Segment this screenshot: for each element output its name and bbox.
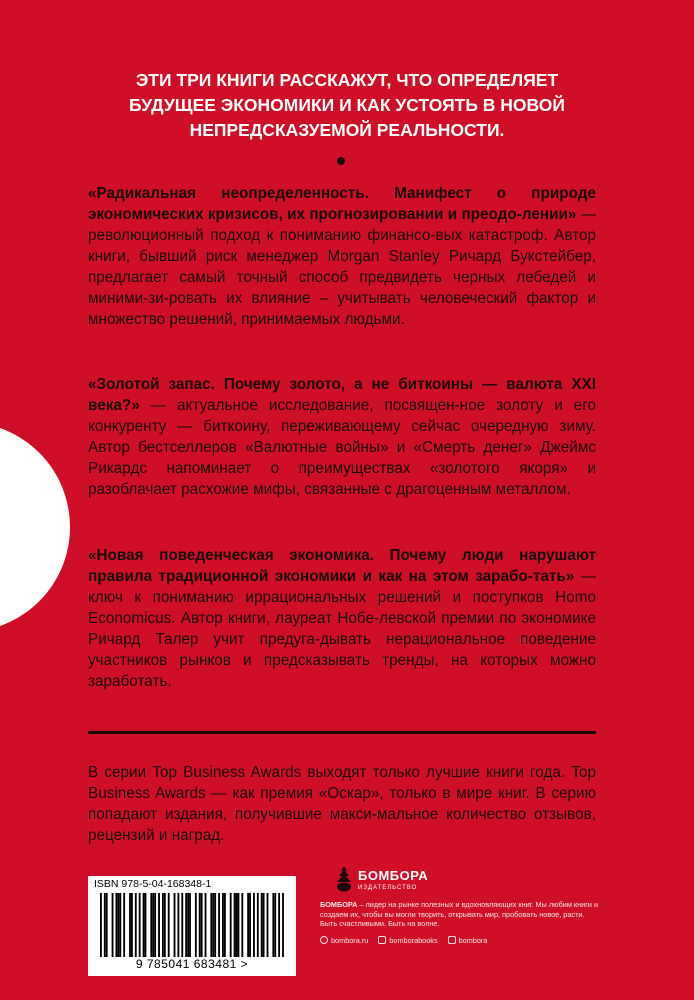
barcode-bar: [201, 893, 203, 957]
barcode-bar: [162, 893, 164, 957]
barcode-digits: 9 785041 683481 >: [135, 957, 249, 971]
publisher-logo-sub: ИЗДАТЕЛЬСТВО: [358, 885, 418, 891]
barcode-bar: [112, 893, 114, 957]
publisher-logo-name: БОМБОРА: [358, 868, 429, 883]
barcode-bar: [187, 893, 189, 957]
book-1-title: «Радикальная неопределенность. Манифест о природе экономических кризисов, их прогнозировании и преодо-лении»: [88, 185, 596, 223]
book-3-title: «Новая поведенческая экономика. Почему люди нарушают правила традиционной экономики и как на этом зарабо-тать»: [88, 547, 596, 585]
telegram-icon: [448, 936, 456, 944]
headline-line-2: БУДУЩЕЕ ЭКОНОМИКИ И КАК УСТОЯТЬ В НОВОЙ: [129, 95, 565, 115]
barcode-bar: [145, 893, 147, 957]
barcode-bar: [241, 893, 243, 957]
barcode-bar: [135, 893, 137, 957]
barcode-bar: [115, 893, 117, 957]
barcode-panel: [88, 876, 296, 976]
barcode-bar: [222, 893, 224, 957]
social-other-label: bombora: [458, 935, 488, 945]
barcode-bar: [205, 893, 207, 957]
barcode-bar: [158, 893, 160, 957]
barcode-bar: [253, 893, 255, 957]
barcode-bar: [278, 893, 280, 957]
barcode-bar: [199, 893, 201, 957]
publisher-blurb-lead: БОМБОРА: [320, 900, 358, 909]
social-vk[interactable]: [378, 936, 437, 945]
divider-rule: [88, 731, 596, 734]
barcode-bar: [131, 893, 133, 957]
book-2-title: «Золотой запас. Почему золото, а не биткоины — валюта XXI века?»: [88, 376, 596, 414]
social-vk-label: bomborabooks: [389, 935, 438, 945]
barcode-bar: [238, 893, 240, 957]
barcode-bar: [181, 893, 183, 957]
book-1-description: — революционный подход к пониманию финансо-вых катастроф. Автор книги, бывший риск менеджер Morgan Stanley Ричард Букстейбер, предлагает самый точный способ предвидеть черных лебедей и миними-зи-ровать их влияние – учитывать человеческий фактор и множество решений, принимаемых людьми.: [88, 206, 596, 328]
publisher-blurb: [320, 900, 600, 929]
barcode-bar: [104, 893, 106, 957]
barcode-bar: [117, 893, 119, 957]
barcode-bar: [123, 893, 125, 957]
barcode-bar: [154, 893, 156, 957]
book-3-description: — ключ к пониманию иррациональных решений и поступков Homo Economicus. Автор книги, лауреат Нобе-левской премии по экономике Ричард Талер учит предуга-дывать нерациональное поведение участников рынков и предсказывать тренды, на которых можно заработать.: [88, 568, 596, 690]
barcode-bar: [210, 893, 212, 957]
isbn-label: ISBN 978-5-04-168348-1: [94, 878, 212, 890]
book-2-description: — актуальное исследование, посвящен-ное золоту и его конкуренту — биткоину, переживающему сейчас очередную зиму. Автор бестселлеров «Валютные войны» и «Смерть денег» Джеймс Рикардс напоминает о преимуществах «золотого якоря» и разоблачает расхожие мифы, связанные с драгоценным металлом.: [88, 397, 596, 498]
barcode-bar: [272, 893, 274, 957]
social-site-label: bombora.ru: [331, 935, 369, 945]
barcode-bar: [230, 893, 232, 957]
publisher-socials: [320, 936, 600, 945]
globe-icon: [320, 936, 328, 944]
barcode-bar: [100, 893, 102, 957]
barcode-bar: [263, 893, 265, 957]
barcode-bar: [282, 893, 284, 957]
headline-line-1: ЭТИ ТРИ КНИГИ РАССКАЖУТ, ЧТО ОПРЕДЕЛЯЕТ: [135, 70, 559, 90]
barcode-bar: [257, 893, 259, 957]
barcode-bar: [177, 893, 179, 957]
publisher-block: [320, 866, 600, 945]
headline-line-3: НЕПРЕДСКАЗУЕМОЙ РЕАЛЬНОСТИ.: [189, 120, 505, 140]
barcode-bar: [247, 893, 249, 957]
social-site[interactable]: [320, 936, 368, 945]
book-1-paragraph: [88, 183, 596, 330]
barcode-bar: [119, 893, 121, 957]
series-description: В серии Top Business Awards выходят только лучшие книги года. Top Business Awards — как премия «Оскар», только в мире книг. В серию попадают издания, получившие макси-мальное количество отзывов, рецензий и наград.: [88, 764, 596, 844]
book-3-paragraph: [88, 545, 596, 692]
barcode-bar: [174, 893, 176, 957]
book-2-paragraph: [88, 374, 596, 500]
barcode-bar: [261, 893, 263, 957]
barcode-bar: [267, 893, 269, 957]
publisher-logo: [334, 866, 600, 892]
bombora-logo-icon: [334, 866, 354, 892]
barcode-bar: [152, 893, 154, 957]
barcode-bar: [224, 893, 226, 957]
barcode: [100, 893, 284, 957]
barcode-bar: [143, 893, 145, 957]
die-cut-notch: [0, 422, 70, 632]
barcode-bar: [189, 893, 191, 957]
barcode-bar: [106, 893, 108, 957]
separator-dot: [337, 157, 345, 165]
vk-icon: [378, 936, 386, 944]
barcode-bar: [129, 893, 131, 957]
barcode-bar: [249, 893, 251, 957]
headline: [80, 68, 614, 143]
barcode-bar: [168, 893, 170, 957]
barcode-bar: [214, 893, 216, 957]
barcode-bar: [164, 893, 166, 957]
barcode-bar: [185, 893, 187, 957]
barcode-bar: [274, 893, 276, 957]
barcode-bar: [139, 893, 141, 957]
barcode-bar: [195, 893, 197, 957]
barcode-bar: [236, 893, 238, 957]
social-other[interactable]: [448, 936, 488, 945]
publisher-blurb-rest: – лидер на рынке полезных и вдохновляющих книг. Мы любим книги и создаем их, чтобы вы могли творить, открывать мир, пробовать новое, расти. Быть счастливыми. Быть на волне.: [320, 900, 599, 928]
barcode-bar: [150, 893, 152, 957]
barcode-bar: [234, 893, 236, 957]
barcode-bar: [212, 893, 214, 957]
barcode-bar: [218, 893, 220, 957]
